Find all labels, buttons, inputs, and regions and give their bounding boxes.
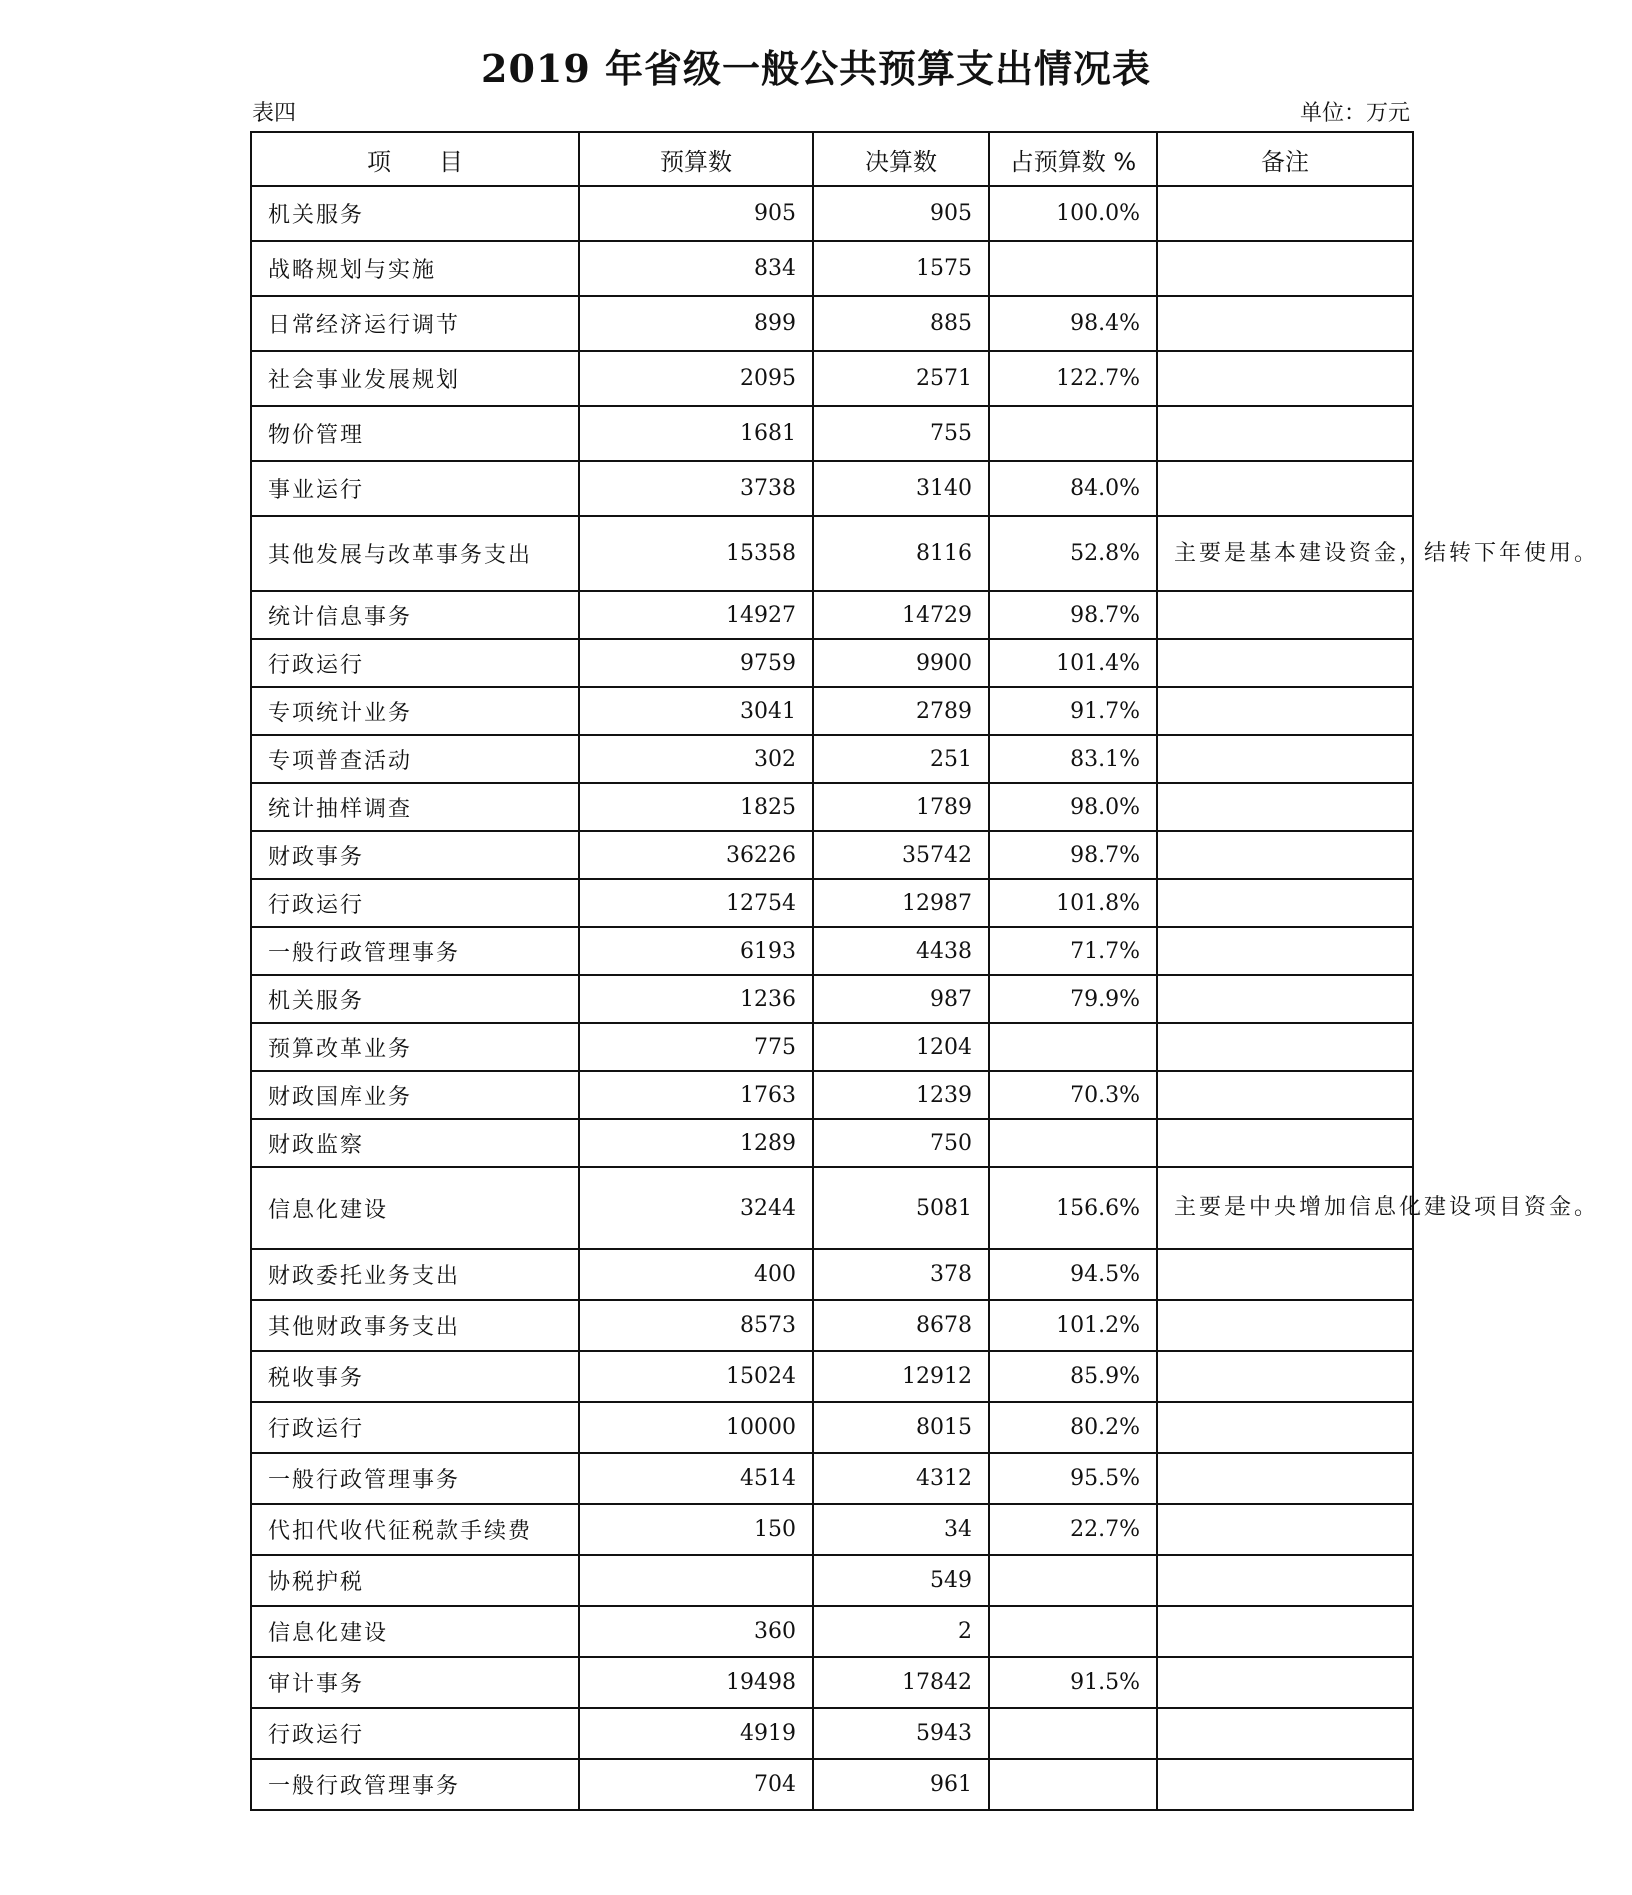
table-row	[251, 687, 1413, 735]
cell-item: 统计抽样调查	[251, 783, 579, 831]
table-row	[251, 591, 1413, 639]
cell-note	[1157, 927, 1413, 975]
cell-ratio	[989, 1555, 1157, 1606]
cell-ratio: 79.9%	[989, 975, 1157, 1023]
cell-budget	[579, 1555, 813, 1606]
cell-ratio: 71.7%	[989, 927, 1157, 975]
cell-budget: 14927	[579, 591, 813, 639]
cell-item: 一般行政管理事务	[251, 1759, 579, 1810]
cell-final: 549	[813, 1555, 989, 1606]
cell-ratio: 91.5%	[989, 1657, 1157, 1708]
cell-ratio: 84.0%	[989, 461, 1157, 516]
cell-budget: 9759	[579, 639, 813, 687]
table-row	[251, 1300, 1413, 1351]
cell-item: 行政运行	[251, 879, 579, 927]
cell-final: 14729	[813, 591, 989, 639]
cell-note	[1157, 1023, 1413, 1071]
table-row	[251, 1453, 1413, 1504]
cell-final: 251	[813, 735, 989, 783]
cell-note	[1157, 591, 1413, 639]
cell-budget: 1236	[579, 975, 813, 1023]
cell-budget: 15358	[579, 516, 813, 591]
cell-note	[1157, 186, 1413, 241]
table-row	[251, 296, 1413, 351]
cell-final: 34	[813, 1504, 989, 1555]
cell-ratio: 83.1%	[989, 735, 1157, 783]
table-row	[251, 1119, 1413, 1167]
cell-ratio: 98.4%	[989, 296, 1157, 351]
cell-final: 12987	[813, 879, 989, 927]
cell-ratio: 52.8%	[989, 516, 1157, 591]
cell-budget: 704	[579, 1759, 813, 1810]
cell-item: 财政委托业务支出	[251, 1249, 579, 1300]
cell-final: 885	[813, 296, 989, 351]
cell-item: 专项普查活动	[251, 735, 579, 783]
cell-note	[1157, 1708, 1413, 1759]
cell-item: 税收事务	[251, 1351, 579, 1402]
header-item: 项 目	[251, 132, 579, 186]
cell-item: 财政事务	[251, 831, 579, 879]
table-row	[251, 461, 1413, 516]
cell-budget: 775	[579, 1023, 813, 1071]
cell-item: 一般行政管理事务	[251, 1453, 579, 1504]
page-title: 2019 年省级一般公共预算支出情况表	[481, 46, 1151, 91]
expenditure-table	[250, 131, 1600, 1811]
cell-budget: 3738	[579, 461, 813, 516]
cell-ratio	[989, 1606, 1157, 1657]
cell-item: 信息化建设	[251, 1606, 579, 1657]
header-final: 决算数	[813, 132, 989, 186]
table-row	[251, 879, 1413, 927]
cell-final: 3140	[813, 461, 989, 516]
cell-item: 战略规划与实施	[251, 241, 579, 296]
cell-item: 财政国库业务	[251, 1071, 579, 1119]
cell-final: 378	[813, 1249, 989, 1300]
cell-budget: 400	[579, 1249, 813, 1300]
cell-note	[1157, 1657, 1413, 1708]
cell-ratio: 101.8%	[989, 879, 1157, 927]
cell-final: 1239	[813, 1071, 989, 1119]
cell-note	[1157, 1555, 1413, 1606]
cell-note	[1157, 687, 1413, 735]
cell-budget: 2095	[579, 351, 813, 406]
cell-final: 5081	[813, 1167, 989, 1249]
cell-ratio: 70.3%	[989, 1071, 1157, 1119]
cell-item: 机关服务	[251, 975, 579, 1023]
table-row	[251, 927, 1413, 975]
cell-budget: 19498	[579, 1657, 813, 1708]
table-row	[251, 241, 1413, 296]
cell-budget: 1825	[579, 783, 813, 831]
unit-label: 单位：万元	[1299, 101, 1410, 126]
table-row	[251, 1249, 1413, 1300]
cell-budget: 10000	[579, 1402, 813, 1453]
cell-ratio: 100.0%	[989, 186, 1157, 241]
table-row	[251, 1023, 1413, 1071]
cell-item: 代扣代收代征税款手续费	[251, 1504, 579, 1555]
cell-note	[1157, 241, 1413, 296]
cell-ratio	[989, 1119, 1157, 1167]
cell-budget: 6193	[579, 927, 813, 975]
cell-ratio: 22.7%	[989, 1504, 1157, 1555]
cell-budget: 12754	[579, 879, 813, 927]
cell-note	[1157, 351, 1413, 406]
table-row	[251, 1071, 1413, 1119]
cell-final: 4312	[813, 1453, 989, 1504]
cell-final: 961	[813, 1759, 989, 1810]
cell-note	[1157, 1300, 1413, 1351]
cell-ratio	[989, 406, 1157, 461]
cell-final: 9900	[813, 639, 989, 687]
cell-ratio: 80.2%	[989, 1402, 1157, 1453]
cell-budget: 1289	[579, 1119, 813, 1167]
cell-ratio	[989, 241, 1157, 296]
cell-budget: 3041	[579, 687, 813, 735]
cell-note	[1157, 1504, 1413, 1555]
cell-item: 财政监察	[251, 1119, 579, 1167]
cell-ratio: 122.7%	[989, 351, 1157, 406]
cell-final: 2789	[813, 687, 989, 735]
cell-note	[1157, 1119, 1413, 1167]
cell-note: 主要是中央增加信息化建设项目资金。	[1157, 1167, 1413, 1249]
cell-item: 机关服务	[251, 186, 579, 241]
cell-item: 事业运行	[251, 461, 579, 516]
table-row	[251, 1167, 1413, 1249]
cell-note: 主要是基本建设资金，结转下年使用。	[1157, 516, 1413, 591]
table-row	[251, 639, 1413, 687]
cell-final: 1204	[813, 1023, 989, 1071]
cell-budget: 36226	[579, 831, 813, 879]
cell-budget: 8573	[579, 1300, 813, 1351]
cell-item: 一般行政管理事务	[251, 927, 579, 975]
cell-final: 905	[813, 186, 989, 241]
cell-budget: 1763	[579, 1071, 813, 1119]
cell-note	[1157, 1453, 1413, 1504]
cell-final: 1575	[813, 241, 989, 296]
cell-final: 12912	[813, 1351, 989, 1402]
cell-final: 8116	[813, 516, 989, 591]
cell-final: 2	[813, 1606, 989, 1657]
cell-item: 审计事务	[251, 1657, 579, 1708]
cell-ratio: 98.7%	[989, 591, 1157, 639]
cell-item: 其他发展与改革事务支出	[251, 516, 579, 591]
cell-note	[1157, 783, 1413, 831]
cell-ratio: 85.9%	[989, 1351, 1157, 1402]
table-row	[251, 1351, 1413, 1402]
table-row	[251, 1402, 1413, 1453]
table-header-row	[251, 132, 1413, 186]
cell-item: 社会事业发展规划	[251, 351, 579, 406]
cell-note	[1157, 831, 1413, 879]
cell-ratio: 101.4%	[989, 639, 1157, 687]
cell-item: 专项统计业务	[251, 687, 579, 735]
cell-budget: 302	[579, 735, 813, 783]
header-ratio: 占预算数 %	[989, 132, 1157, 186]
cell-budget: 3244	[579, 1167, 813, 1249]
cell-note	[1157, 1351, 1413, 1402]
cell-budget: 4514	[579, 1453, 813, 1504]
cell-final: 8678	[813, 1300, 989, 1351]
cell-ratio: 91.7%	[989, 687, 1157, 735]
cell-final: 5943	[813, 1708, 989, 1759]
cell-note	[1157, 1606, 1413, 1657]
cell-final: 17842	[813, 1657, 989, 1708]
table-row	[251, 783, 1413, 831]
table-row	[251, 1504, 1413, 1555]
header-budget: 预算数	[579, 132, 813, 186]
cell-item: 协税护税	[251, 1555, 579, 1606]
table-number-label: 表四	[252, 101, 297, 126]
cell-item: 预算改革业务	[251, 1023, 579, 1071]
table-row	[251, 1555, 1413, 1606]
cell-note	[1157, 1071, 1413, 1119]
cell-budget: 150	[579, 1504, 813, 1555]
cell-item: 其他财政事务支出	[251, 1300, 579, 1351]
cell-note	[1157, 735, 1413, 783]
table-row	[251, 516, 1413, 591]
cell-note	[1157, 296, 1413, 351]
cell-item: 物价管理	[251, 406, 579, 461]
cell-final: 750	[813, 1119, 989, 1167]
cell-ratio: 156.6%	[989, 1167, 1157, 1249]
table-row	[251, 735, 1413, 783]
cell-ratio: 98.7%	[989, 831, 1157, 879]
cell-final: 1789	[813, 783, 989, 831]
cell-ratio: 101.2%	[989, 1300, 1157, 1351]
cell-final: 8015	[813, 1402, 989, 1453]
cell-item: 行政运行	[251, 1708, 579, 1759]
cell-ratio: 98.0%	[989, 783, 1157, 831]
cell-note	[1157, 879, 1413, 927]
table-row	[251, 1657, 1413, 1708]
cell-final: 987	[813, 975, 989, 1023]
cell-note	[1157, 1759, 1413, 1810]
cell-final: 755	[813, 406, 989, 461]
cell-item: 行政运行	[251, 639, 579, 687]
cell-ratio: 95.5%	[989, 1453, 1157, 1504]
cell-budget: 905	[579, 186, 813, 241]
cell-note	[1157, 406, 1413, 461]
cell-note	[1157, 461, 1413, 516]
cell-note	[1157, 1402, 1413, 1453]
cell-final: 4438	[813, 927, 989, 975]
table-row	[251, 1759, 1413, 1810]
header-note: 备注	[1157, 132, 1413, 186]
cell-item: 统计信息事务	[251, 591, 579, 639]
cell-budget: 899	[579, 296, 813, 351]
table-row	[251, 186, 1413, 241]
cell-final: 35742	[813, 831, 989, 879]
cell-budget: 4919	[579, 1708, 813, 1759]
cell-ratio	[989, 1759, 1157, 1810]
table-row	[251, 351, 1413, 406]
cell-note	[1157, 639, 1413, 687]
cell-note	[1157, 1249, 1413, 1300]
cell-budget: 360	[579, 1606, 813, 1657]
cell-budget: 1681	[579, 406, 813, 461]
table-row	[251, 406, 1413, 461]
cell-final: 2571	[813, 351, 989, 406]
table-body	[251, 186, 1600, 1810]
cell-item: 行政运行	[251, 1402, 579, 1453]
cell-ratio: 94.5%	[989, 1249, 1157, 1300]
cell-budget: 15024	[579, 1351, 813, 1402]
table-row	[251, 1606, 1413, 1657]
cell-ratio	[989, 1023, 1157, 1071]
cell-item: 信息化建设	[251, 1167, 579, 1249]
cell-ratio	[989, 1708, 1157, 1759]
cell-note	[1157, 975, 1413, 1023]
table-row	[251, 831, 1413, 879]
cell-budget: 834	[579, 241, 813, 296]
table-row	[251, 975, 1413, 1023]
cell-item: 日常经济运行调节	[251, 296, 579, 351]
table-row	[251, 1708, 1413, 1759]
